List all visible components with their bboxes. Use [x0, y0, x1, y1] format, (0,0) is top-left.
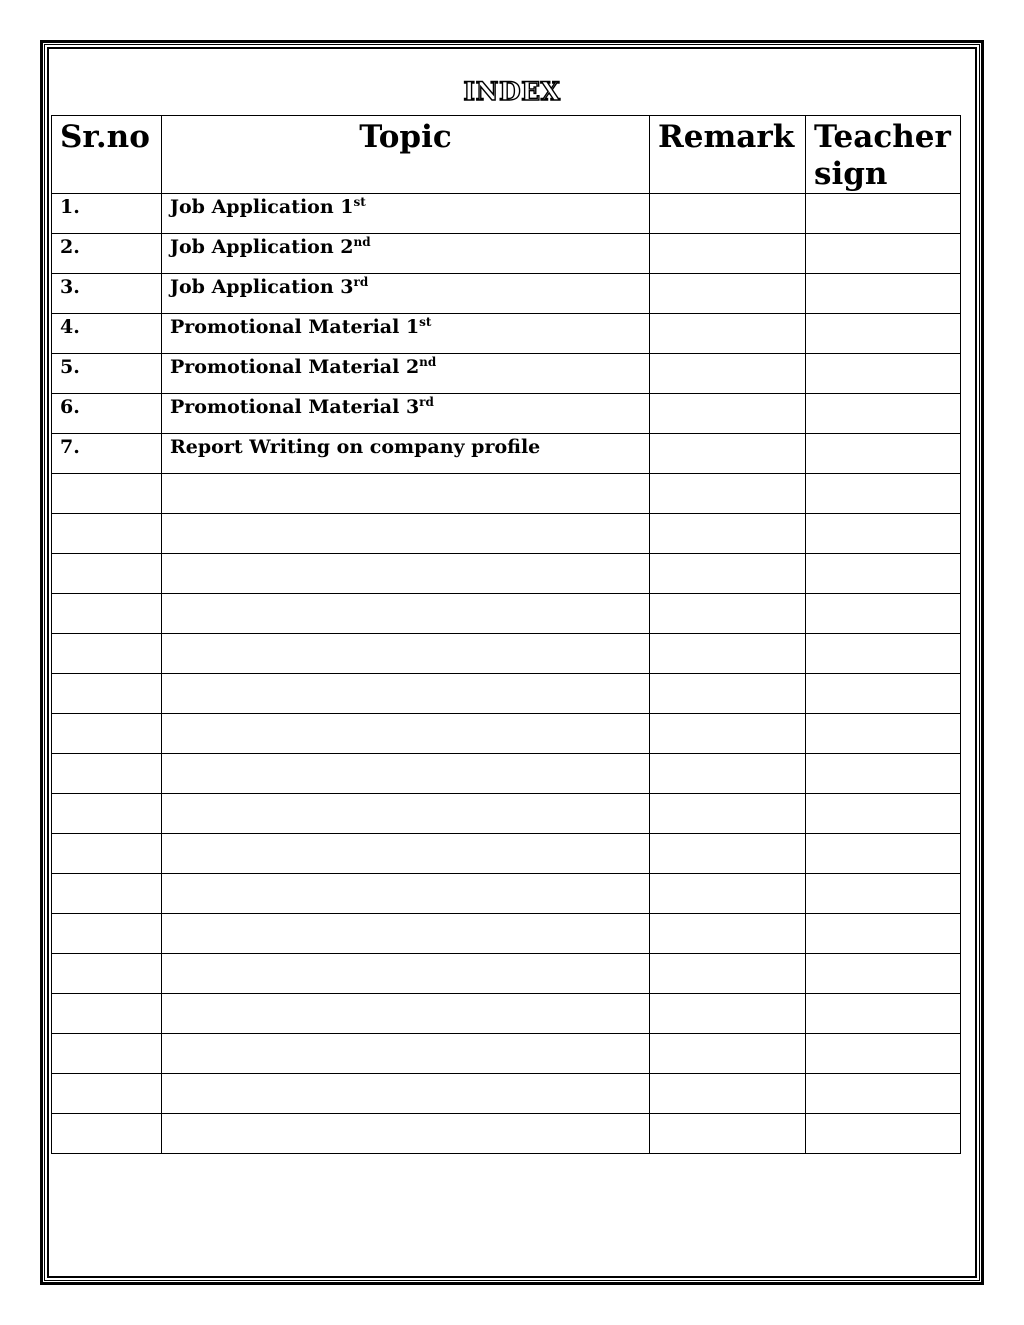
- column-header-srno: Sr.no: [52, 116, 162, 194]
- topic-cell-label: Job Application 2: [170, 236, 354, 258]
- topic-cell-text: [170, 274, 368, 299]
- teacher-sign-cell: [806, 594, 961, 634]
- topic-cell-ordinal-suffix: rd: [419, 395, 434, 409]
- remark-cell: [650, 794, 806, 834]
- topic-cell-label: Promotional Material 3: [170, 396, 420, 418]
- table-row: [52, 194, 961, 234]
- remark-cell: [650, 474, 806, 514]
- topic-cell: [162, 594, 650, 634]
- topic-cell-label: Job Application 1: [170, 196, 354, 218]
- srno-cell: [52, 354, 162, 394]
- srno-cell-label: 3.: [60, 276, 80, 298]
- topic-cell: [162, 514, 650, 554]
- topic-cell: [162, 234, 650, 274]
- teacher-sign-cell: [806, 794, 961, 834]
- topic-cell-text: [170, 434, 540, 459]
- srno-cell: [52, 274, 162, 314]
- srno-cell: [52, 1114, 162, 1154]
- topic-cell: [162, 954, 650, 994]
- table-row: [52, 434, 961, 474]
- topic-cell-label: Promotional Material 1: [170, 316, 420, 338]
- topic-cell: [162, 354, 650, 394]
- teacher-sign-cell: [806, 954, 961, 994]
- topic-cell: [162, 674, 650, 714]
- srno-cell-label: 5.: [60, 356, 80, 378]
- table-row-empty: [52, 674, 961, 714]
- teacher-sign-cell: [806, 514, 961, 554]
- topic-cell-text: [170, 354, 436, 379]
- teacher-sign-cell: [806, 714, 961, 754]
- srno-cell: [52, 874, 162, 914]
- table-row-empty: [52, 754, 961, 794]
- remark-cell: [650, 594, 806, 634]
- srno-cell: [52, 554, 162, 594]
- topic-cell-ordinal-suffix: nd: [353, 235, 371, 249]
- topic-cell: [162, 634, 650, 674]
- topic-cell: [162, 1074, 650, 1114]
- topic-cell-label: Report Writing on company profile: [170, 436, 541, 458]
- srno-cell-label: 4.: [60, 316, 80, 338]
- table-row-empty: [52, 1114, 961, 1154]
- topic-cell-ordinal-suffix: st: [419, 315, 432, 329]
- column-header-teacher-sign: Teacher sign: [806, 116, 961, 194]
- topic-cell: [162, 394, 650, 434]
- srno-cell-label: 1.: [60, 196, 80, 218]
- topic-cell: [162, 794, 650, 834]
- remark-cell: [650, 434, 806, 474]
- teacher-sign-cell: [806, 834, 961, 874]
- remark-cell: [650, 554, 806, 594]
- topic-cell: [162, 714, 650, 754]
- column-header-remark: Remark: [650, 116, 806, 194]
- table-row-empty: [52, 914, 961, 954]
- teacher-sign-cell: [806, 354, 961, 394]
- srno-cell: [52, 314, 162, 354]
- remark-cell: [650, 914, 806, 954]
- table-row: [52, 354, 961, 394]
- column-header-topic: Topic: [162, 116, 650, 194]
- table-row-empty: [52, 594, 961, 634]
- srno-cell: [52, 994, 162, 1034]
- srno-cell: [52, 1034, 162, 1074]
- topic-cell: [162, 874, 650, 914]
- page-title: INDEX: [463, 77, 561, 106]
- remark-cell: [650, 394, 806, 434]
- srno-cell: [52, 234, 162, 274]
- remark-cell: [650, 634, 806, 674]
- teacher-sign-cell: [806, 994, 961, 1034]
- table-row-empty: [52, 874, 961, 914]
- remark-cell: [650, 674, 806, 714]
- remark-cell: [650, 874, 806, 914]
- topic-cell: [162, 274, 650, 314]
- topic-cell-ordinal-suffix: st: [353, 195, 366, 209]
- teacher-sign-cell: [806, 674, 961, 714]
- remark-cell: [650, 1034, 806, 1074]
- remark-cell: [650, 1074, 806, 1114]
- srno-cell-text: [60, 314, 80, 339]
- teacher-sign-cell: [806, 274, 961, 314]
- remark-cell: [650, 514, 806, 554]
- table-row-empty: [52, 1074, 961, 1114]
- teacher-sign-cell: [806, 634, 961, 674]
- teacher-sign-cell: [806, 234, 961, 274]
- srno-cell: [52, 474, 162, 514]
- topic-cell-text: [170, 234, 371, 259]
- topic-cell: [162, 474, 650, 514]
- topic-cell-text: [170, 394, 434, 419]
- topic-cell: [162, 914, 650, 954]
- remark-cell: [650, 754, 806, 794]
- remark-cell: [650, 714, 806, 754]
- srno-cell-text: [60, 274, 80, 299]
- topic-cell-text: [170, 194, 366, 219]
- teacher-sign-cell: [806, 474, 961, 514]
- table-row: [52, 234, 961, 274]
- srno-cell-label: 6.: [60, 396, 80, 418]
- srno-cell: [52, 634, 162, 674]
- remark-cell: [650, 234, 806, 274]
- topic-cell: [162, 754, 650, 794]
- srno-cell: [52, 754, 162, 794]
- srno-cell: [52, 394, 162, 434]
- topic-cell-label: Job Application 3: [170, 276, 354, 298]
- teacher-sign-cell: [806, 1034, 961, 1074]
- topic-cell-label: Promotional Material 2: [170, 356, 420, 378]
- table-row-empty: [52, 714, 961, 754]
- table-row-empty: [52, 834, 961, 874]
- table-row-empty: [52, 634, 961, 674]
- srno-cell: [52, 834, 162, 874]
- teacher-sign-cell: [806, 874, 961, 914]
- topic-cell: [162, 434, 650, 474]
- table-row-empty: [52, 994, 961, 1034]
- table-row-empty: [52, 1034, 961, 1074]
- table-row-empty: [52, 554, 961, 594]
- srno-cell-text: [60, 194, 80, 219]
- remark-cell: [650, 954, 806, 994]
- index-table: [51, 115, 961, 1154]
- srno-cell-text: [60, 234, 80, 259]
- teacher-sign-cell: [806, 1114, 961, 1154]
- srno-cell: [52, 594, 162, 634]
- srno-cell-text: [60, 434, 80, 459]
- table-row-empty: [52, 794, 961, 834]
- srno-cell: [52, 674, 162, 714]
- srno-cell: [52, 194, 162, 234]
- topic-cell: [162, 834, 650, 874]
- teacher-sign-cell: [806, 754, 961, 794]
- srno-cell: [52, 434, 162, 474]
- srno-cell-label: 7.: [60, 436, 80, 458]
- srno-cell: [52, 714, 162, 754]
- srno-cell: [52, 1074, 162, 1114]
- table-row: [52, 274, 961, 314]
- topic-cell: [162, 1114, 650, 1154]
- topic-cell: [162, 994, 650, 1034]
- srno-cell-text: [60, 354, 80, 379]
- srno-cell: [52, 514, 162, 554]
- remark-cell: [650, 1114, 806, 1154]
- topic-cell: [162, 314, 650, 354]
- teacher-sign-cell: [806, 554, 961, 594]
- remark-cell: [650, 274, 806, 314]
- table-row: [52, 394, 961, 434]
- topic-cell-ordinal-suffix: rd: [353, 275, 369, 289]
- srno-cell-label: 2.: [60, 236, 80, 258]
- table-row-empty: [52, 474, 961, 514]
- table-row-empty: [52, 954, 961, 994]
- table-header-row: [52, 116, 961, 194]
- teacher-sign-cell: [806, 314, 961, 354]
- remark-cell: [650, 314, 806, 354]
- srno-cell: [52, 954, 162, 994]
- teacher-sign-cell: [806, 394, 961, 434]
- teacher-sign-cell: [806, 914, 961, 954]
- topic-cell: [162, 554, 650, 594]
- srno-cell: [52, 794, 162, 834]
- topic-cell-text: [170, 314, 431, 339]
- teacher-sign-cell: [806, 434, 961, 474]
- teacher-sign-cell: [806, 194, 961, 234]
- topic-cell: [162, 1034, 650, 1074]
- srno-cell: [52, 914, 162, 954]
- remark-cell: [650, 354, 806, 394]
- table-row-empty: [52, 514, 961, 554]
- teacher-sign-cell: [806, 1074, 961, 1114]
- topic-cell: [162, 194, 650, 234]
- srno-cell-text: [60, 394, 80, 419]
- remark-cell: [650, 994, 806, 1034]
- remark-cell: [650, 834, 806, 874]
- table-row: [52, 314, 961, 354]
- topic-cell-ordinal-suffix: nd: [419, 355, 437, 369]
- remark-cell: [650, 194, 806, 234]
